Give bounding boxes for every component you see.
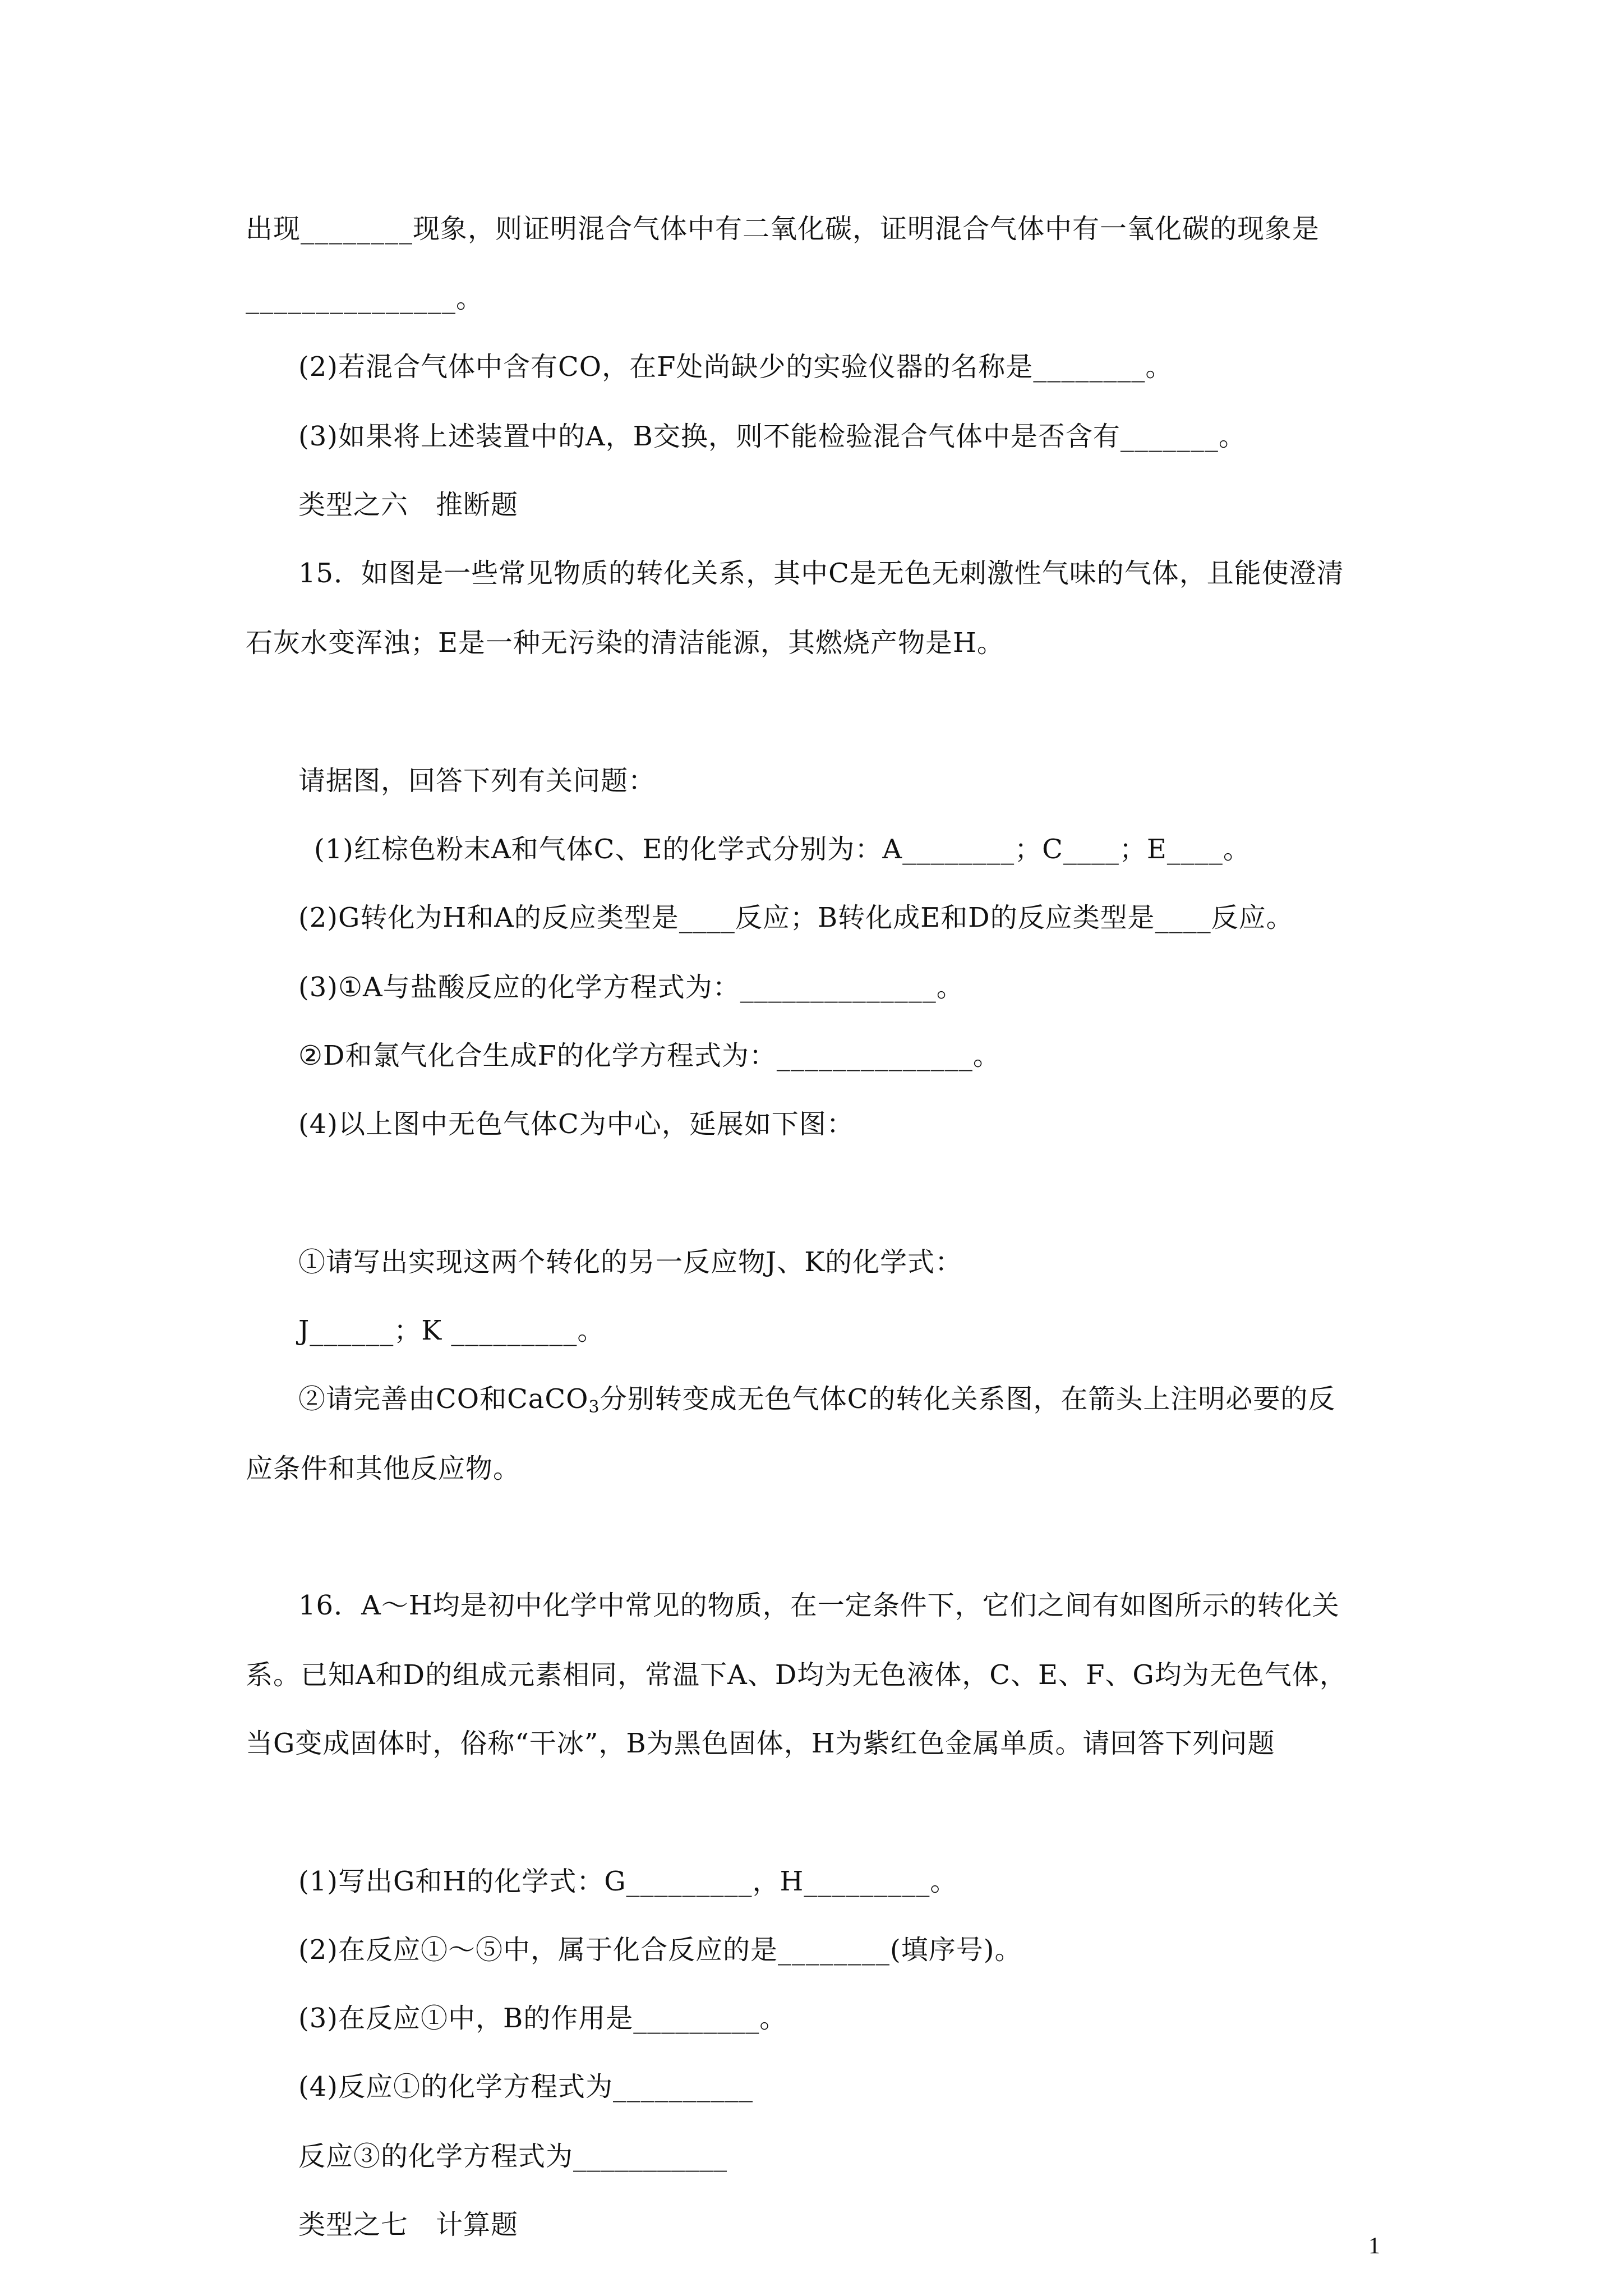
page-number: 1 [1368,2233,1380,2259]
text-line: ②D和氯气化合生成F的化学方程式为：______________。 [298,1040,1000,1071]
text-line: 出现________现象，则证明混合气体中有二氧化碳，证明混合气体中有一氧化碳的现象是 [246,213,1320,245]
text-line: _______________。 [246,283,484,314]
text-line: 当G变成固体时，俗称“干冰”，B为黑色固体，H为紫红色金属单质。请回答下列问题 [246,1728,1275,1759]
text-line: 请据图，回答下列有关问题： [298,765,656,797]
question-16-part-1: (1)写出G和H的化学式：G_________，H_________。 [298,1866,958,1897]
text-line: 石灰水变浑浊；E是一种无污染的清洁能源，其燃烧产物是H。 [246,627,1004,659]
question-16-part-2: (2)在反应①～⑤中，属于化合反应的是________(填序号)。 [298,1934,1022,1966]
section-heading: 类型之六 推断题 [298,489,519,521]
question-16-part-4: (4)反应①的化学方程式为__________ [298,2071,753,2102]
question-16-stem: 16．A～H均是初中化学中常见的物质，在一定条件下，它们之间有如图所示的转化关 [298,1590,1340,1621]
text-line: J______；K _________。 [298,1315,605,1346]
text-line: (3)如果将上述装置中的A，B交换，则不能检验混合气体中是否含有_______。 [298,421,1246,452]
question-15-part-3: (3)①A与盐酸反应的化学方程式为：______________。 [298,972,964,1003]
text-line: 系。已知A和D的组成元素相同，常温下A、D均为无色液体，C、E、F、G均为无色气体， [246,1659,1347,1691]
question-15-part-1: (1)红棕色粉末A和气体C、E的化学式分别为：A________；C____；E____。 [314,834,1251,865]
text-line: ①请写出实现这两个转化的另一反应物J、K的化学式： [298,1246,963,1278]
question-15-stem: 15．如图是一些常见物质的转化关系，其中C是无色无刺激性气味的气体，且能使澄清 [298,558,1344,589]
text-line: 应条件和其他反应物。 [246,1453,521,1484]
question-16-part-3: (3)在反应①中，B的作用是_________。 [298,2003,787,2034]
question-15-part-4: (4)以上图中无色气体C为中心，延展如下图： [298,1108,854,1140]
text-line: ②请完善由CO和CaCO$_3$分别转变成无色气体C的转化关系图，在箭头上注明必要的反 [298,1383,1336,1417]
question-15-part-2: (2)G转化为H和A的反应类型是____反应；B转化成E和D的反应类型是____反应。 [298,902,1294,933]
text-line: 反应③的化学方程式为___________ [298,2141,728,2172]
section-heading: 类型之七 计算题 [298,2209,519,2240]
text-line: (2)若混合气体中含有CO，在F处尚缺少的实验仪器的名称是________。 [298,351,1173,383]
